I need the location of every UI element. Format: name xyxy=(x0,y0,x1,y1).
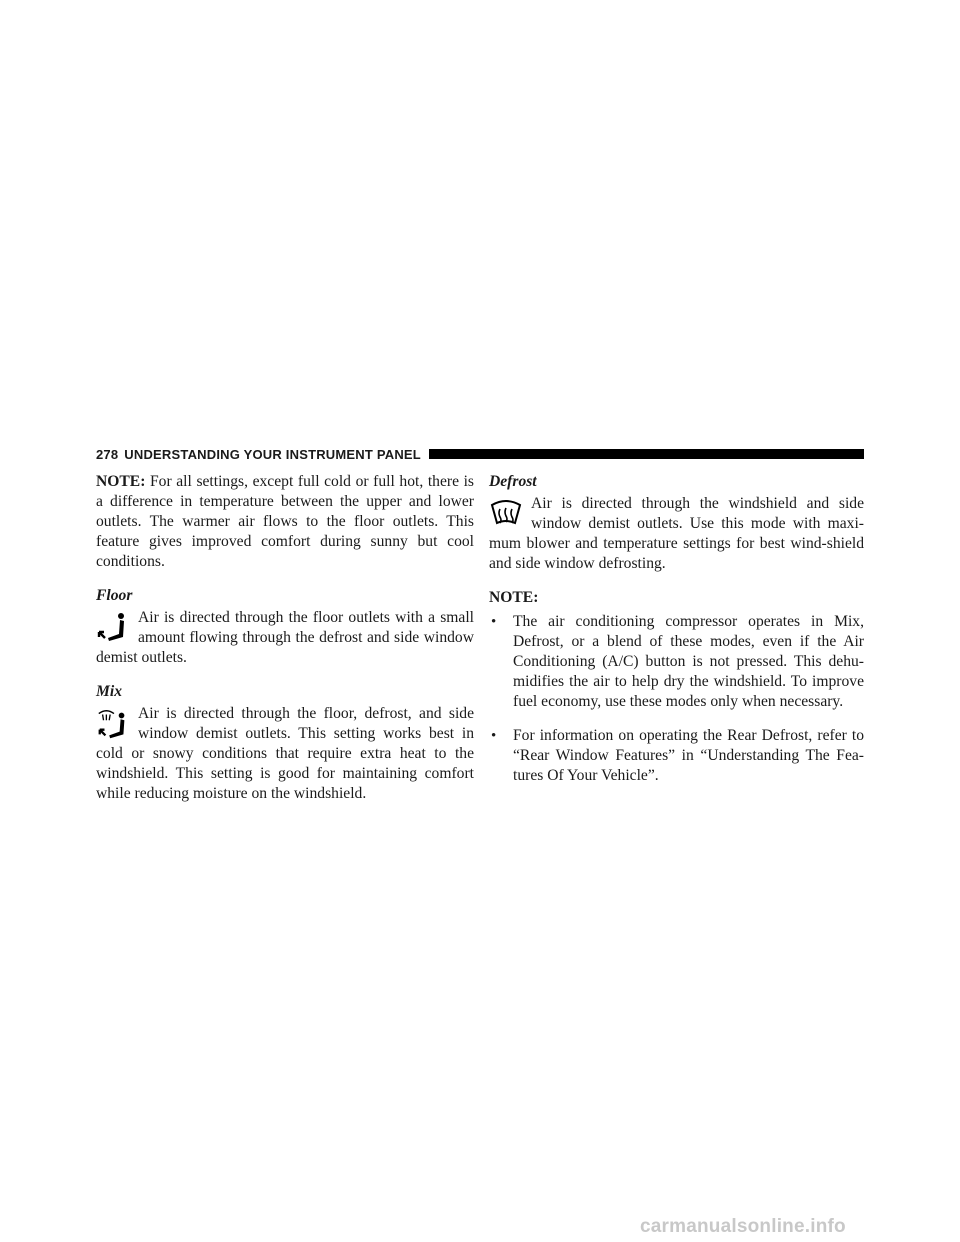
floor-heading: Floor xyxy=(96,587,133,604)
mix-vent-icon xyxy=(96,706,130,742)
right-column xyxy=(489,472,864,800)
header-rule xyxy=(429,449,864,459)
section-title: UNDERSTANDING YOUR INSTRUMENT PANEL xyxy=(124,446,421,462)
defrost-icon xyxy=(489,496,523,532)
floor-section xyxy=(96,586,474,668)
defrost-section xyxy=(489,472,864,574)
bullet-icon: • xyxy=(491,728,497,744)
defrost-text: Air is directed through the windshield and side window demist outlets. Use this mode with maxi-mum blower and temperature settings for best wind-shield and side window defrosting. xyxy=(489,495,864,572)
floor-text: Air is directed through the floor outlets with a small amount flowing through the defrost and side window demist outlets. xyxy=(96,609,474,666)
note-paragraph xyxy=(96,472,474,572)
bullet-icon: • xyxy=(491,614,497,630)
mix-text: Air is directed through the floor, defrost, and side window demist outlets. This setting works best in cold or snowy conditions that require extra heat to the windshield. This setting is good for maintaining comfort while reducing moisture on the windshield. xyxy=(96,705,474,802)
mix-section xyxy=(96,682,474,804)
mix-heading: Mix xyxy=(96,683,122,700)
defrost-heading: Defrost xyxy=(489,473,537,490)
list-item xyxy=(489,726,864,786)
floor-vent-icon xyxy=(96,610,130,646)
list-item xyxy=(489,612,864,712)
note-label: NOTE: xyxy=(96,473,146,490)
left-column xyxy=(96,472,474,818)
note-list xyxy=(489,612,864,786)
watermark: carmanualsonline.info xyxy=(640,1216,846,1237)
list-item-text: The air conditioning compressor operates in Mix, Defrost, or a blend of these modes, even if the Air Conditioning (A/C) button is not pressed. This dehu-midifies the air to help dry the windshield. To improve fuel economy, use these modes only when necessary. xyxy=(513,613,864,710)
page-number: 278 xyxy=(96,446,119,462)
list-item-text: For information on operating the Rear Defrost, refer to “Rear Window Features” in “Understanding The Fea-tures Of Your Vehicle”. xyxy=(513,727,864,784)
page-header xyxy=(96,445,864,463)
note-label-right: NOTE: xyxy=(489,589,539,606)
note-text: For all settings, except full cold or full hot, there is a difference in temperature between the upper and lower outlets. The warmer air flows to the floor outlets. This feature gives improved comfort during sunny but cool conditions. xyxy=(96,473,474,570)
